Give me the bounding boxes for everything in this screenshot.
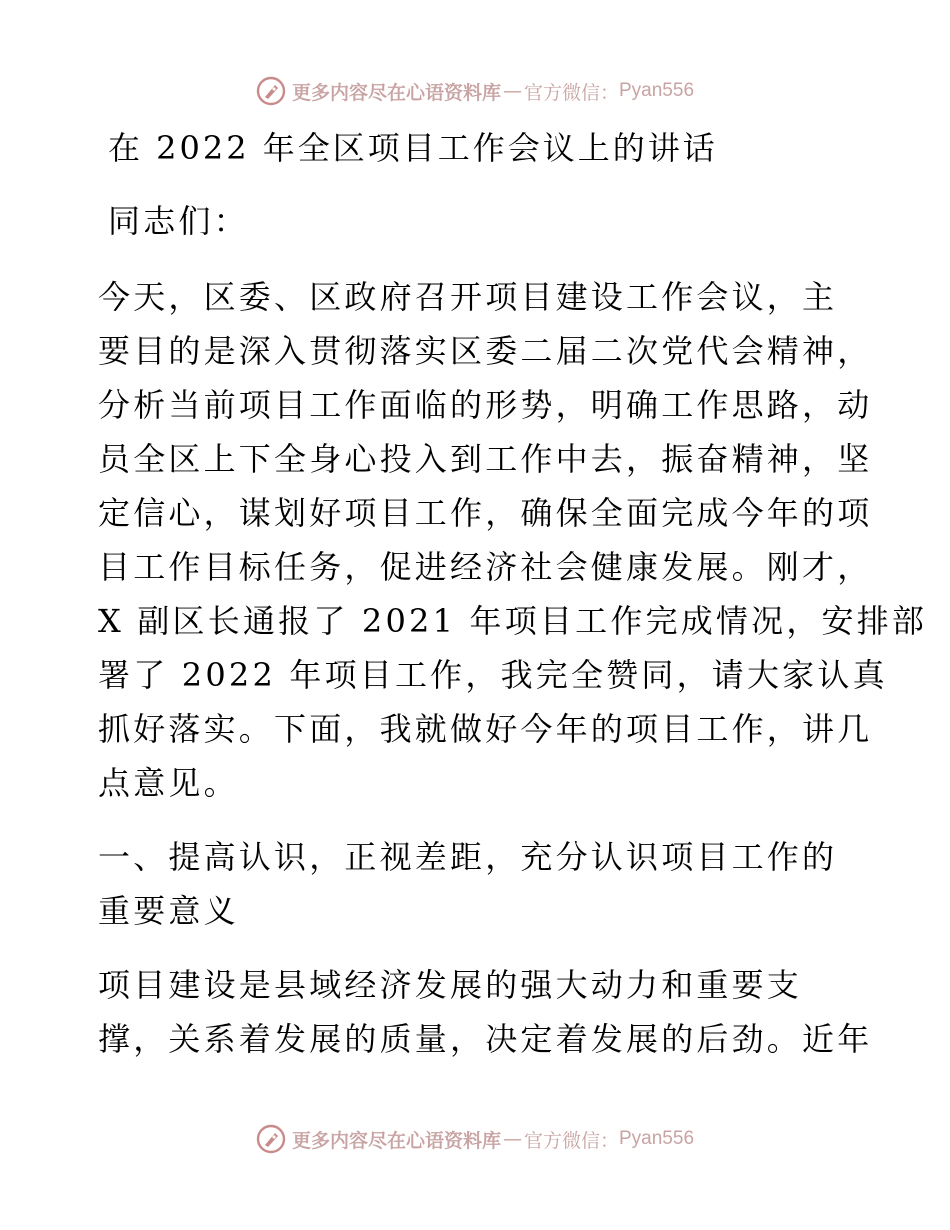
watermark-wechat-id: Pyan556 <box>619 1128 695 1149</box>
watermark-site: 更多内容尽在心语资料库 <box>291 1129 501 1152</box>
header-watermark <box>0 71 950 111</box>
watermark-separator: — <box>502 1128 522 1150</box>
watermark-wechat-label: 官方微信： <box>523 1129 619 1152</box>
paragraph-line: 分析当前项目工作面临的形势，明确工作思路，动 <box>98 386 873 424</box>
paragraph-2 <box>98 958 873 1066</box>
paragraph-line: X 副区长通报了 2021 年项目工作完成情况，安排部 <box>98 602 928 640</box>
document-title: 在 2022 年全区项目工作会议上的讲话 <box>108 129 718 167</box>
heading-line: 一、提高认识，正视差距，充分认识项目工作的 <box>98 838 838 876</box>
paragraph-line: 目工作目标任务，促进经济社会健康发展。刚才， <box>98 548 873 586</box>
footer-watermark <box>0 1119 950 1159</box>
paragraph-1 <box>98 270 928 810</box>
paragraph-line: 定信心，谋划好项目工作，确保全面完成今年的项 <box>98 494 873 532</box>
watermark-wechat-id: Pyan556 <box>619 80 695 101</box>
paragraph-line: 今天，区委、区政府召开项目建设工作会议，主 <box>98 278 838 316</box>
paragraph-line: 员全区上下全身心投入到工作中去，振奋精神，坚 <box>98 440 873 478</box>
watermark-separator: — <box>502 80 522 102</box>
watermark-wechat-label: 官方微信： <box>523 81 619 104</box>
paragraph-line: 抓好落实。下面，我就做好今年的项目工作，讲几 <box>98 710 873 748</box>
paragraph-line: 撑，关系着发展的质量，决定着发展的后劲。近年 <box>98 1020 873 1058</box>
paragraph-line: 要目的是深入贯彻落实区委二届二次党代会精神， <box>98 332 873 370</box>
paragraph-line: 项目建设是县域经济发展的强大动力和重要支 <box>98 966 803 1004</box>
pen-nib-circle-icon <box>256 1124 286 1154</box>
watermark-site: 更多内容尽在心语资料库 <box>291 81 501 104</box>
greeting: 同志们： <box>108 202 249 240</box>
document-body <box>98 122 928 1066</box>
pen-nib-circle-icon <box>256 76 286 106</box>
section-heading-1 <box>98 830 858 938</box>
paragraph-line: 点意见。 <box>98 764 239 802</box>
paragraph-line: 署了 2022 年项目工作，我完全赞同，请大家认真 <box>98 656 888 694</box>
heading-line: 重要意义 <box>98 892 239 930</box>
